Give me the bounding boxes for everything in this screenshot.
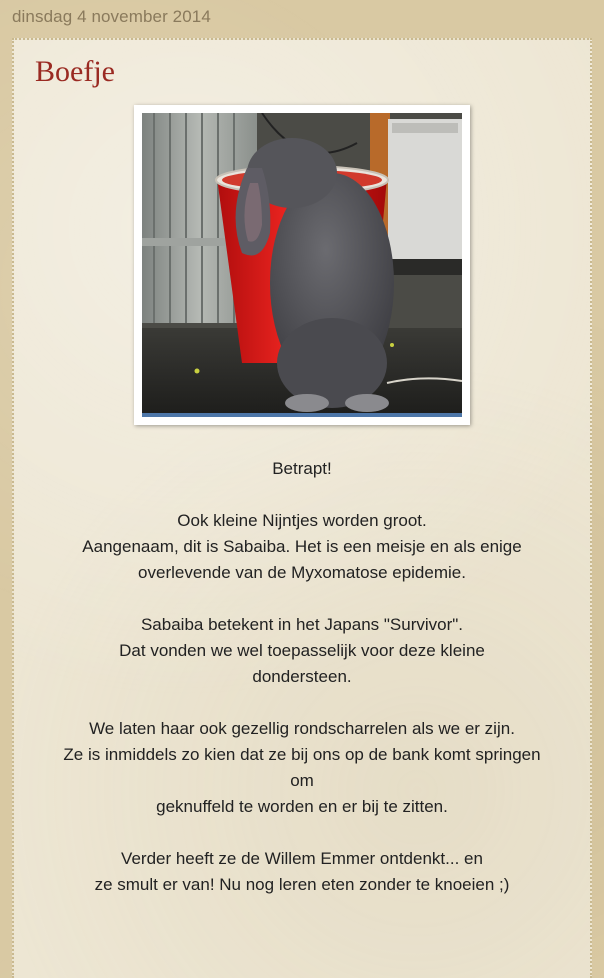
post-text-line: geknuffeld te worden en er bij te zitten. <box>156 797 448 816</box>
paragraph-spacer <box>14 586 590 612</box>
post-title[interactable]: Boefje <box>35 55 115 88</box>
post-text-line: We laten haar ook gezellig rondscharrelen als we er zijn. <box>89 719 515 738</box>
post-text-line: Sabaiba betekent in het Japans "Survivor". <box>140 615 464 634</box>
paragraph-spacer <box>14 690 590 716</box>
post-text-line: Dat vonden we wel toepasselijk voor deze kleine <box>119 641 485 660</box>
post-text-line: Aangenaam, dit is Sabaiba. Het is een meisje en als enige <box>82 537 522 556</box>
post-body <box>14 456 590 898</box>
post-text-line: overlevende van de Myxomatose epidemie. <box>138 563 466 582</box>
post-text-line: Verder heeft ze de Willem Emmer ontdenkt... en <box>121 849 483 868</box>
photo-frame <box>134 105 470 425</box>
post-text-line: Ook kleine Nijntjes worden groot. <box>177 511 427 530</box>
date-header: dinsdag 4 november 2014 <box>12 7 211 26</box>
paragraph-spacer <box>14 482 590 508</box>
post-photo[interactable] <box>142 113 462 417</box>
paragraph-spacer <box>14 820 590 846</box>
post-text-line: om <box>290 771 314 790</box>
post-text-line: Betrapt! <box>272 459 332 478</box>
post-text-line: ze smult er van! Nu nog leren eten zonder te knoeien ;) <box>94 875 510 894</box>
rabbit-photo-icon <box>142 113 462 417</box>
post-text-line: Ze is inmiddels zo kien dat ze bij ons op de bank komt springen <box>63 745 541 764</box>
post-text-line: dondersteen. <box>252 667 352 686</box>
blog-post <box>12 38 592 978</box>
